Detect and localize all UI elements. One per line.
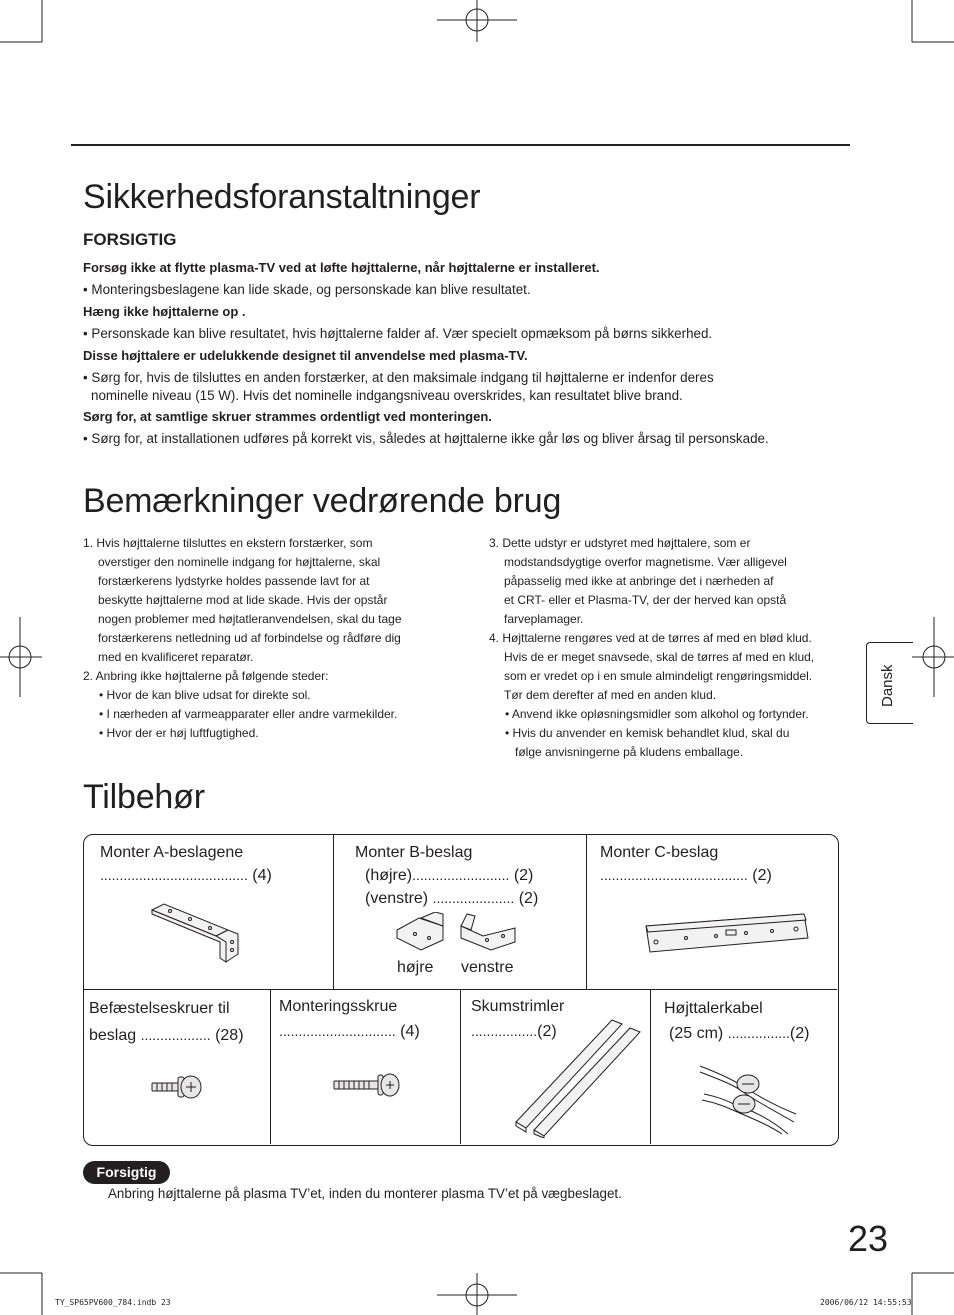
- note-line: Tør dem derefter af med en anden klud.: [504, 688, 717, 702]
- caution-subheading: FORSIGTIG: [83, 230, 177, 249]
- note-line: forstærkerens netledning ud af forbindelse og rådføre dig: [98, 631, 401, 645]
- caution-text: Anbring højttalerne på plasma TV’et, inden du monterer plasma TV’et på vægbeslaget.: [108, 1186, 622, 1201]
- accessory-b-right-qty: (2): [513, 867, 534, 884]
- safety-line: Disse højttalere er udelukkende designet til anvendelse med plasma-TV.: [83, 348, 528, 363]
- page-number: 23: [848, 1218, 889, 1259]
- accessories-title: Tilbehør: [83, 778, 205, 816]
- accessory-b-caption-right: højre: [397, 959, 434, 976]
- accessory-g-qty: (2): [789, 1025, 810, 1042]
- accessory-d-qty: (28): [215, 1027, 244, 1044]
- note-line: forstærkerens lydstyrke holdes passende lavt for at: [98, 574, 370, 588]
- accessory-d: [89, 995, 244, 1049]
- safety-line: • Monteringsbeslagene kan lide skade, og personskade kan blive resultatet.: [83, 282, 531, 297]
- safety-line: Forsøg ikke at flytte plasma-TV ved at løfte højttalerne, når højttalerne er installeret.: [83, 260, 600, 275]
- note-line: følge anvisningerne på kludens emballage.: [515, 745, 744, 759]
- accessory-g-dots: ................: [727, 1025, 790, 1041]
- accessory-b-left-label: (venstre): [365, 890, 429, 907]
- safety-line: • Personskade kan blive resultatet, hvis højttalerne falder af. Vær specielt opmæksom på børns sikkerhed.: [83, 326, 713, 341]
- accessory-c: [600, 841, 772, 887]
- note-line: 2. Anbring ikke højttalerne på følgende steder:: [83, 669, 329, 683]
- screw-long-icon: [332, 1072, 402, 1098]
- footer-date: 2006/06/12 14:55:53: [820, 1298, 912, 1307]
- note-line: • Hvor de kan blive udsat for direkte sol.: [99, 688, 311, 702]
- accessory-a: [100, 841, 272, 887]
- bracket-b-icon: [395, 912, 519, 952]
- screw-short-icon: [150, 1074, 204, 1100]
- note-line: som er vredet op i en smule almindeligt rengøringsmiddel.: [504, 669, 813, 683]
- accessory-b: [355, 841, 538, 910]
- safety-line: nominelle niveau (15 W). Hvis det nominelle indgangsniveau overskrides, kan resultatet blive brand.: [91, 388, 683, 403]
- safety-line: Hæng ikke højttalerne op .: [83, 304, 246, 319]
- accessory-e: [279, 995, 420, 1043]
- table-divider: [270, 990, 271, 1144]
- accessory-b-label: Monter B-beslag: [355, 844, 473, 861]
- note-line: • I nærheden af varmeapparater eller andre varmekilder.: [99, 707, 398, 721]
- safety-title: Sikkerhedsforanstaltninger: [83, 178, 481, 216]
- accessory-a-label: Monter A-beslagene: [100, 844, 244, 861]
- foam-strips-icon: [514, 1018, 644, 1138]
- accessory-a-qty: (4): [252, 867, 272, 884]
- table-divider: [650, 990, 651, 1144]
- usage-title: Bemærkninger vedrørende brug: [83, 482, 562, 520]
- note-line: • Anvend ikke opløsningsmidler som alkohol og fortynder.: [505, 707, 809, 721]
- usage-notes-left: [83, 534, 463, 743]
- accessory-d-label: Befæstelseskruer til: [89, 1000, 230, 1017]
- note-line: 1. Hvis højttalerne tilsluttes en ekstern forstærker, som: [83, 536, 373, 550]
- speaker-cable-icon: [696, 1054, 800, 1136]
- accessory-b-right-dots: .........................: [412, 867, 510, 883]
- accessory-f-dots: .................: [471, 1023, 538, 1039]
- note-line: Hvis de er meget snavsede, skal de tørres af med en klud,: [504, 650, 815, 664]
- note-line: • Hvor der er høj luftfugtighed.: [99, 726, 259, 740]
- safety-line: • Sørg for, at installationen udføres på korrekt vis, således at højttalerne ikke går løs og bliver årsag til personskade.: [83, 431, 769, 446]
- note-line: modstandsdygtige overfor magnetisme. Vær alligevel: [504, 555, 787, 569]
- note-line: påpasselig med ikke at anbringe det i nærheden af: [504, 574, 774, 588]
- accessory-b-left-qty: (2): [518, 890, 539, 907]
- note-line: et CRT- eller et Plasma-TV, der der herved kan opstå: [504, 593, 787, 607]
- language-tab-label: Dansk: [879, 664, 896, 707]
- safety-line: • Sørg for, hvis de tilsluttes en anden forstærker, at den maksimale indgang til højttalerne er indenfor deres: [83, 370, 714, 385]
- table-divider: [333, 835, 334, 989]
- accessory-d-dots: ..................: [140, 1027, 211, 1043]
- accessory-b-right-label: (højre): [365, 867, 413, 884]
- note-line: overstiger den nominelle indgang for højttalerne, skal: [98, 555, 381, 569]
- accessory-f-qty: (2): [537, 1023, 557, 1040]
- accessory-b-left-dots: .....................: [432, 890, 515, 906]
- note-line: nogen problemer med højtatleranvendelsen, skal du tage: [98, 612, 402, 626]
- usage-notes-right: [489, 534, 859, 762]
- note-line: beskytte højttalerne mod at lide skade. Hvis der opstår: [98, 593, 388, 607]
- accessory-c-qty: (2): [752, 867, 772, 884]
- accessory-c-label: Monter C-beslag: [600, 844, 719, 861]
- caution-badge: Forsigtig: [83, 1161, 170, 1184]
- accessory-c-dots: ......................................: [600, 867, 748, 883]
- top-rule: [71, 144, 850, 146]
- accessory-g: [664, 997, 809, 1045]
- accessory-f-label: Skumstrimler: [471, 998, 565, 1015]
- accessory-e-qty: (4): [400, 1023, 420, 1040]
- table-divider: [586, 835, 587, 989]
- bracket-c-icon: [642, 912, 814, 958]
- note-line: med en kvalificeret reparatør.: [98, 650, 254, 664]
- table-divider: [460, 990, 461, 1144]
- accessory-g-sub: (25 cm): [669, 1025, 724, 1042]
- safety-text: [83, 259, 843, 448]
- note-line: farveplamager.: [504, 612, 584, 626]
- note-line: • Hvis du anvender en kemisk behandlet klud, skal du: [505, 726, 790, 740]
- accessory-g-label: Højttalerkabel: [664, 1000, 763, 1017]
- accessory-a-dots: ......................................: [100, 867, 248, 883]
- bracket-a-icon: [150, 900, 242, 964]
- accessory-e-label: Monteringsskrue: [279, 998, 398, 1015]
- note-line: 3. Dette udstyr er udstyret med højttalere, som er: [489, 536, 751, 550]
- accessory-e-dots: ..............................: [279, 1023, 396, 1039]
- accessory-d-label-2: beslag: [89, 1027, 137, 1044]
- accessory-b-caption-left: venstre: [461, 959, 514, 976]
- language-tab: [866, 642, 913, 724]
- note-line: 4. Højttalerne rengøres ved at de tørres af med en blød klud.: [489, 631, 812, 645]
- safety-line: Sørg for, at samtlige skruer strammes ordentligt ved monteringen.: [83, 409, 492, 424]
- footer-file: TY_SP65PV600_784.indb 23: [55, 1298, 171, 1307]
